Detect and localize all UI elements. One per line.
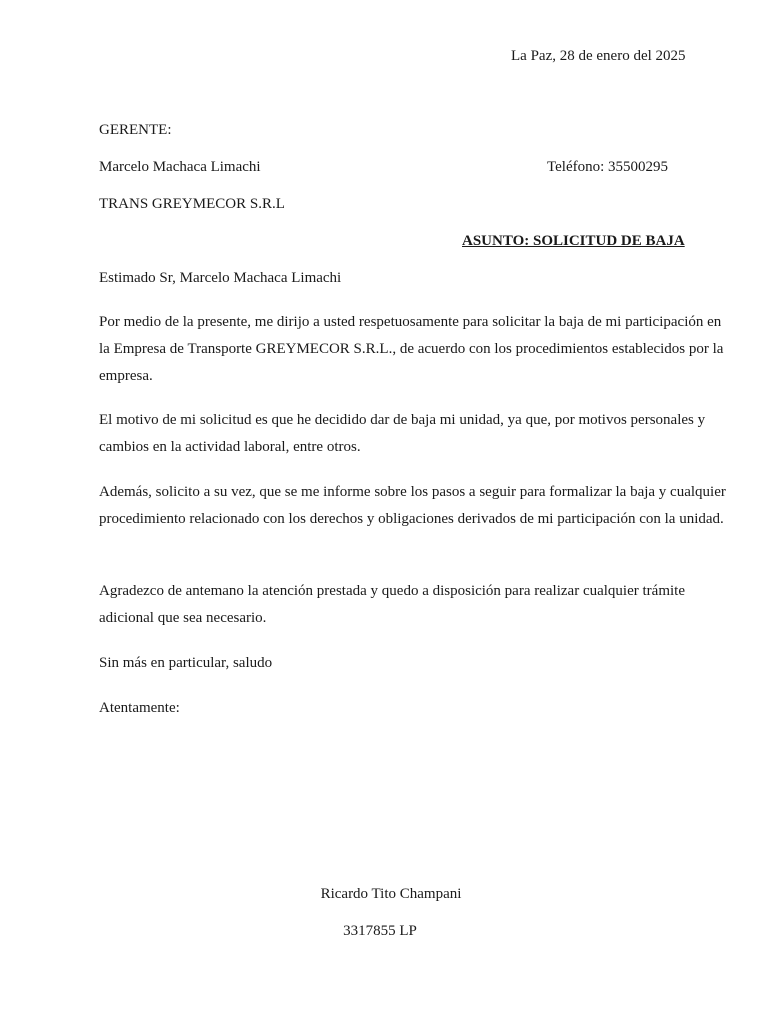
letter-greeting: Estimado Sr, Marcelo Machaca Limachi bbox=[99, 270, 342, 286]
body-paragraph-3: Además, solicito a su vez, que se me informe sobre los pasos a seguir para formalizar la baja y cualquier procedimiento relacionado con los derechos y obligaciones derivados de mi participación con la unidad. bbox=[99, 484, 726, 527]
letter-sign-off: Atentamente: bbox=[99, 700, 180, 716]
letter-date: La Paz, 28 de enero del 2025 bbox=[511, 48, 686, 64]
recipient-company: TRANS GREYMECOR S.R.L bbox=[99, 196, 285, 212]
signer-name: Ricardo Tito Champani bbox=[320, 886, 462, 902]
recipient-label: GERENTE: bbox=[99, 122, 172, 138]
recipient-phone: Teléfono: 35500295 bbox=[547, 159, 669, 175]
recipient-name: Marcelo Machaca Limachi bbox=[99, 159, 261, 175]
body-paragraph-4: Agradezco de antemano la atención prestada y quedo a disposición para realizar cualquier trámite adicional que sea necesario. bbox=[99, 583, 685, 626]
body-paragraph-2: El motivo de mi solicitud es que he decidido dar de baja mi unidad, ya que, por motivos personales y cambios en la actividad laboral, entre otros. bbox=[99, 412, 706, 455]
letter-subject: ASUNTO: SOLICITUD DE BAJA bbox=[462, 233, 685, 249]
signer-id: 3317855 LP bbox=[343, 923, 417, 939]
letter-closing: Sin más en particular, saludo bbox=[99, 655, 273, 671]
body-paragraph-1: Por medio de la presente, me dirijo a usted respetuosamente para solicitar la baja de mi participación en la Empresa de Transporte GREYMECOR S.R.L., de acuerdo con los procedimientos establecidos por la empresa. bbox=[99, 314, 724, 384]
